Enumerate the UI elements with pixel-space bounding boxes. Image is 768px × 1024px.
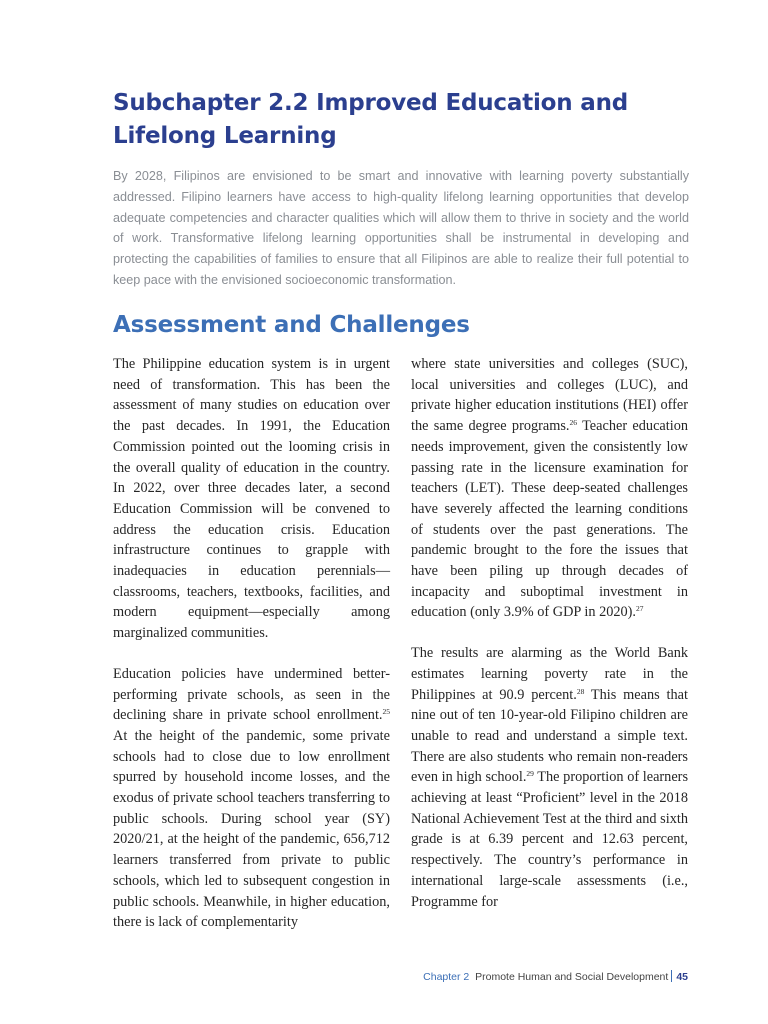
section-title: Assessment and Challenges [113, 312, 470, 338]
footer-chapter-title: Promote Human and Social Development [475, 971, 669, 983]
left-column [113, 354, 390, 933]
right-column [411, 354, 688, 912]
footnote-ref-26: 26 [569, 418, 577, 428]
footer-divider [671, 970, 672, 982]
right-paragraph-2-text-a: The results are alarming as the World Bank estimates learning poverty rate in the Philippines at 90.9 percent. [411, 645, 688, 703]
right-paragraph-2 [411, 643, 688, 912]
right-paragraph-1-text-a: where state universities and colleges (SUC), local universities and colleges (LUC), and private higher education institutions (HEI) offer the same degree programs. [411, 356, 688, 435]
page-number: 45 [676, 971, 688, 983]
footnote-ref-25: 25 [382, 707, 390, 717]
left-paragraph-2-text-b: At the height of the pandemic, some private schools had to close due to low enrollment spurred by household income losses, and the exodus of private school teachers transferring to public schools. During school year (SY) 2020/21, at the height of the pandemic, 656,712 learners transferred from private to public schools, which led to subsequent congestion in public schools. Meanwhile, in higher education, there is lack of complementarity [113, 727, 390, 931]
right-paragraph-2-text-b: This means that nine out of ten 10-year-old Filipino children are unable to read and understand a simple text. There are also students who remain non-readers even in high school. [411, 686, 688, 786]
right-paragraph-2-text-c: The proportion of learners achieving at least “Proficient” level in the 2018 National Achievement Test at the third and sixth grade is at 6.39 percent and 12.63 percent, respectively. The country’s performance in international large-scale assessments (i.e., Programme for [411, 769, 689, 910]
footnote-ref-29: 29 [526, 769, 534, 779]
left-paragraph-1: The Philippine education system is in urgent need of transformation. This has been the assessment of many studies on education over the past decades. In 1991, the Education Commission pointed out the looming crisis in the overall quality of education in the country. In 2022, over three decades later, a second Education Commission will be convened to address the education crisis. Education infrastructure continues to grapple with inadequacies in education perennials—classrooms, teachers, textbooks, facilities, and modern equipment—especially among marginalized communities. [113, 356, 390, 642]
right-paragraph-1-text-b: Teacher education needs improvement, given the consistently low passing rate in the licensure examination for teachers (LET). These deep-seated challenges have severely affected the learning conditions of students over the past generations. The pandemic brought to the fore the issues that have been piling up through decades of incapacity and suboptimal investment in education (only 3.9% of GDP in 2020). [411, 418, 688, 621]
subchapter-title: Subchapter 2.2 Improved Education and Lifelong Learning [113, 90, 629, 149]
footnote-ref-27: 27 [636, 604, 644, 614]
footnote-ref-28: 28 [576, 686, 585, 696]
footer-chapter: Chapter 2 [423, 971, 470, 983]
intro-paragraph: By 2028, Filipinos are envisioned to be smart and innovative with learning poverty substantially addressed. Filipino learners have access to high-quality lifelong learning opportunities that develop adequate competencies and character qualities which will allow them to thrive in society and the world of work. Transformative lifelong learning opportunities shall be instrumental in developing and protecting the capabilities of families to ensure that all Filipinos are able to realize their full potential to keep pace with the envisioned socioeconomic transformation. [113, 169, 689, 287]
right-paragraph-1 [411, 354, 688, 623]
left-paragraph-2 [113, 664, 390, 933]
left-paragraph-2-text-a: Education policies have undermined better-performing private schools, as seen in the declining share in private school enrollment. [113, 665, 390, 724]
page-footer [423, 970, 688, 984]
